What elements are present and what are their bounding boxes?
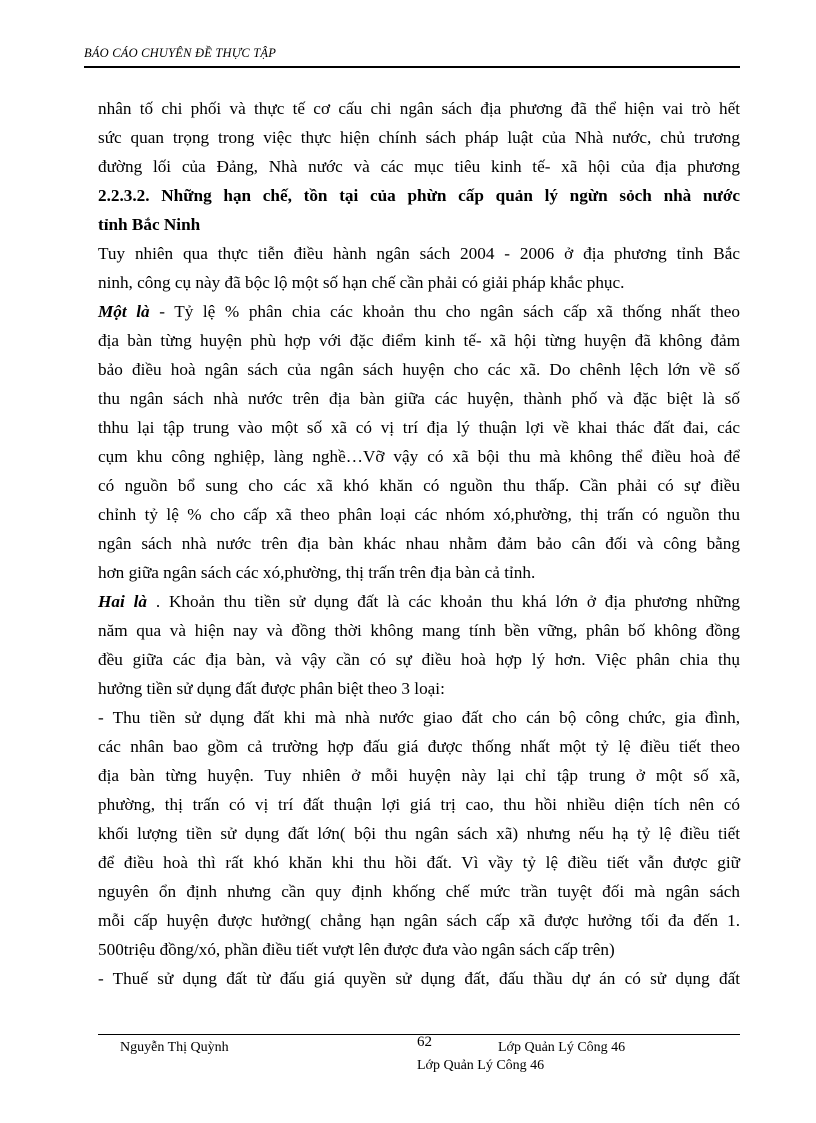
text-fragment: - Tỷ lệ % phân chia các khoản thu cho ngân sách cấp xã thống nhất theo: [149, 302, 740, 321]
text-line: hưởng tiền sử dụng đất được phân biệt theo 3 loại:: [98, 679, 445, 698]
text-line: các nhân bao gồm cả trường hợp đấu giá được thống nhất một tỷ lệ điều tiết theo: [98, 737, 740, 756]
text-line: sức quan trọng trong việc thực hiện chính sách pháp luật của Nhà nước, chủ trương: [98, 128, 740, 147]
text-line: phường, thị trấn có vị trí đất thuận lợi giá trị cao, thu hồi nhiều diện tích nên có: [98, 795, 740, 814]
text-line: thhu lại tập trung vào một số xã có vị trí địa lý thuận lợi về khai thác đất đai, các: [98, 418, 740, 437]
text-line: đường lối của Đảng, Nhà nước và các mục tiêu kinh tế- xã hội của địa phương: [98, 157, 740, 176]
text-line: Tuy nhiên qua thực tiễn điều hành ngân sách 2004 - 2006 ở địa phương tỉnh Bắc: [98, 244, 740, 263]
footer-class-label: Lớp Quản Lý Công 46: [417, 1058, 545, 1073]
section-heading: tỉnh Bắc Ninh: [98, 215, 201, 234]
footer-class-label: Lớp Quản Lý Công 46: [498, 1040, 626, 1055]
text-line: khối lượng tiền sử dụng đất lớn( bội thu ngân sách xã) nhưng nếu hạ tỷ lệ điều tiết: [98, 824, 740, 843]
text-line: [98, 587, 740, 616]
text-line: bảo điều hoà ngân sách của ngân sách huyện cho các xã. Do chênh lệch lớn về số: [98, 360, 740, 379]
text-line: - Thu tiền sử dụng đất khi mà nhà nước giao đất cho cán bộ công chức, gia đình,: [98, 708, 740, 727]
text-line: cụm khu công nghiệp, làng nghề…Vỡ vậy có xã bội thu mà không thể điều hoà để: [98, 447, 740, 466]
text-line: nguyên ổn định nhưng cần quy định khống chế mức trần tuyệt đối mà ngân sách: [98, 882, 740, 901]
page-body: [98, 94, 740, 993]
text-line: ninh, công cụ này đã bộc lộ một số hạn chế cần phải có giải pháp khắc phục.: [98, 273, 625, 292]
text-line: chỉnh tỷ lệ % cho cấp xã theo phân loại các nhóm xó,phường, thị trấn có nguồn thu: [98, 505, 740, 524]
header-title: BÁO CÁO CHUYÊN ĐỀ THỰC TẬP: [84, 46, 277, 60]
text-line: ngân sách nhà nước trên địa bàn khác nhau nhằm đảm bảo cân đối và công bằng: [98, 534, 740, 553]
text-line: để điều hoà thì rất khó khăn khi thu hồi đất. Vì vầy tỷ lệ điều tiết vẫn được giữ: [98, 853, 740, 872]
paragraph-label: Một là: [98, 302, 150, 321]
text-line: mỗi cấp huyện được hưởng( chẳng hạn ngân sách cấp xã được hưởng tối đa đến 1.: [98, 911, 740, 930]
text-line: có nguồn bổ sung cho các xã khó khăn có nguồn thu thấp. Cần phải có sự điều: [98, 476, 740, 495]
footer-author: Nguyễn Thị Quỳnh: [120, 1040, 229, 1055]
text-fragment: . Khoản thu tiền sử dụng đất là các khoản thu khá lớn ở địa phương những: [146, 592, 741, 611]
text-line: - Thuế sử dụng đất từ đấu giá quyền sử dụng đất, đấu thầu dự án có sử dụng đất: [98, 969, 740, 988]
text-line: năm qua và hiện nay và đồng thời không mang tính bền vững, phân bố không đồng: [98, 621, 740, 640]
section-heading: 2.2.3.2. Những hạn chế, tồn tại của phừn cấp quản lý ngừn sỏch nhà nước: [98, 186, 740, 205]
text-line: hơn giữa ngân sách các xó,phường, thị trấn trên địa bàn cả tỉnh.: [98, 563, 536, 582]
page-number: 62: [417, 1034, 432, 1050]
text-line: đều giữa các địa bàn, và vậy cần có sự điều hoà hợp lý hơn. Việc phân chia thụ: [98, 650, 740, 669]
text-line: [98, 297, 740, 326]
text-line: nhân tố chi phối và thực tế cơ cấu chi ngân sách địa phương đã thể hiện vai trò hết: [98, 99, 740, 118]
text-line: địa bàn từng huyện. Tuy nhiên ở mỗi huyện này lại chỉ tập trung ở một số xã,: [98, 766, 740, 785]
paragraph-label: Hai là: [98, 592, 147, 611]
text-line: 500triệu đồng/xó, phần điều tiết vượt lên được đưa vào ngân sách cấp trên): [98, 940, 615, 959]
header-divider: [84, 66, 740, 68]
text-line: địa bàn từng huyện phù hợp với đặc điểm kinh tế- xã hội từng huyện đã không đảm: [98, 331, 740, 350]
text-line: thu ngân sách nhà nước trên địa bàn giữa các huyện, thành phố và đặc biệt là số: [98, 389, 740, 408]
